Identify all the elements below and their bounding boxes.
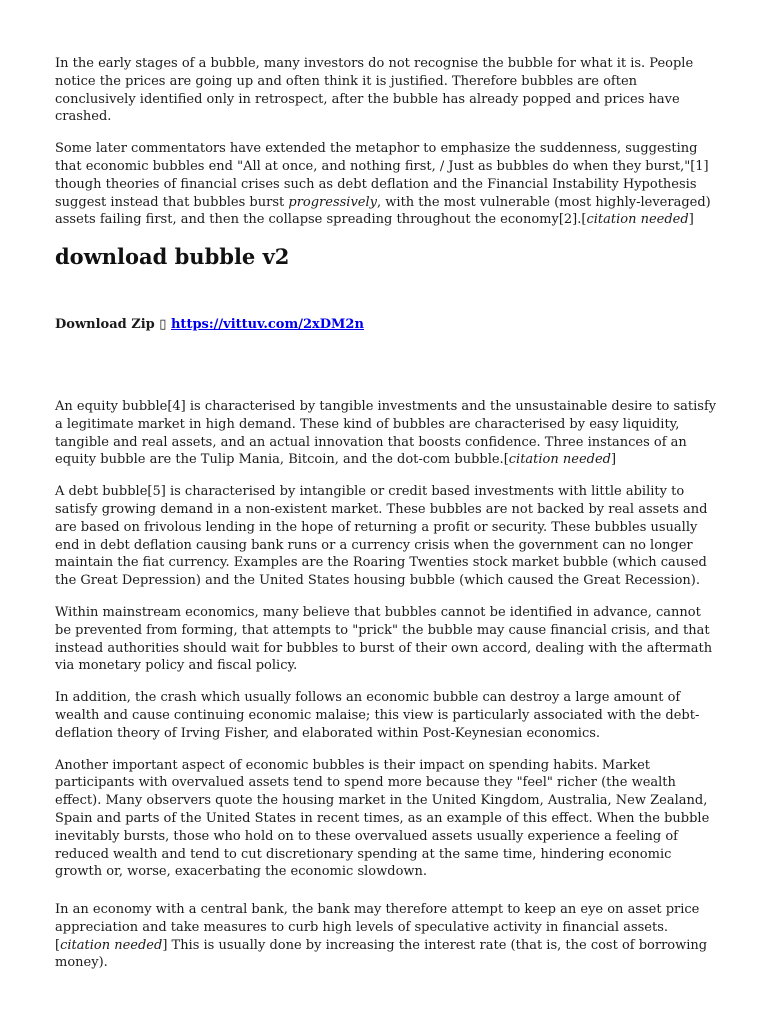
paragraph-early-stages: In the early stages of a bubble, many investors do not recognise the bubble for what it is. People notice the prices are going up and often think it is justified. Therefore bubbles are often conclusively identified only in retrospect, after the bubble has already popped and prices have crashed. (55, 56, 694, 125)
download-label: Download Zip (55, 317, 155, 333)
article-body (55, 55, 720, 986)
download-line (55, 316, 720, 334)
section-heading: download bubble v2 (55, 244, 290, 270)
text-segment: ] (688, 212, 694, 228)
text-segment: Some later commentators have extended the metaphor to emphasize the suddenness, suggesting that economic bubbles end "All at once, and nothing first, / Just as bubbles do when they burst,"[1] though theories of financial crises such as debt deflation and the Financial Instability Hypothesis suggest instead that bubbles burst (55, 141, 709, 210)
paragraph-spending: Another important aspect of economic bubbles is their impact on spending habits. Market participants with overvalued assets tend to spend more because they "feel" richer (the wealth effect). Many observers quote the housing market in the United Kingdom, Australia, New Zealand, Spain and parts of the United States in recent times, as an example of this effect. When the bubble inevitably bursts, those who hold on to these overvalued assets usually experience a feeling of reduced wealth and tend to cut discretionary spending at the same time, hindering economic growth or, worse, exacerbating the economic slowdown. (55, 757, 710, 880)
text-segment: ] (611, 452, 617, 468)
citation-needed: citation needed (586, 212, 689, 228)
text-segment: An equity bubble[4] is characterised by tangible investments and the unsustainable desire to satisfy a legitimate market in high demand. These kind of bubbles are characterised by easy liquidity, tangible and real assets, and an actual innovation that boosts confidence. Three instances of an equity bubble are the Tulip Mania, Bitcoin, and the dot-com bubble.[ (55, 398, 717, 468)
paragraph-mainstream: Within mainstream economics, many believe that bubbles cannot be identified in advance, cannot be prevented from forming, that attempts to "prick" the bubble may cause financial crisis, and that instead authorities should wait for bubbles to burst of their own accord, dealing with the aftermath via monetary policy and fiscal policy. (55, 604, 713, 674)
paragraph-debt-bubble: A debt bubble[5] is characterised by intangible or credit based investments with little ability to satisfy growing demand in a non-existent market. These bubbles are not backed by real assets and are based on frivolous lending in the hope of returning a profit or security. These bubbles usually end in debt deflation causing bank runs or a currency crisis when the government can no longer maintain the fiat currency. Examples are the Roaring Twenties stock market bubble (which caused the Great Depression) and the United States housing bubble (which caused the Great Recession). (55, 484, 708, 589)
paragraph-metaphor (55, 140, 720, 229)
download-box-icon: ▯ (159, 317, 167, 333)
paragraph-equity-bubble (55, 398, 720, 469)
download-link[interactable]: https://vittuv.com/2xDM2n (170, 317, 364, 333)
text-segment: ] This is usually done by increasing the interest rate (that is, the cost of borrowing money). (55, 937, 708, 971)
emphasis-progressively: progressively (288, 194, 378, 210)
text-segment: , with the most vulnerable (most highly-leveraged) assets failing first, and then the collapse spreading throughout the economy[2].[ (55, 194, 711, 228)
citation-needed: citation needed (60, 937, 163, 953)
paragraph-central-bank (55, 901, 720, 972)
paragraph-crash: In addition, the crash which usually follows an economic bubble can destroy a large amount of wealth and cause continuing economic malaise; this view is particularly associated with the debt-deflation theory of Irving Fisher, and elaborated within Post-Keynesian economics. (55, 690, 700, 741)
text-segment: In an economy with a central bank, the bank may therefore attempt to keep an eye on asset price appreciation and take measures to curb high levels of speculative activity in financial assets.[ (55, 902, 700, 953)
citation-needed: citation needed (508, 452, 611, 468)
